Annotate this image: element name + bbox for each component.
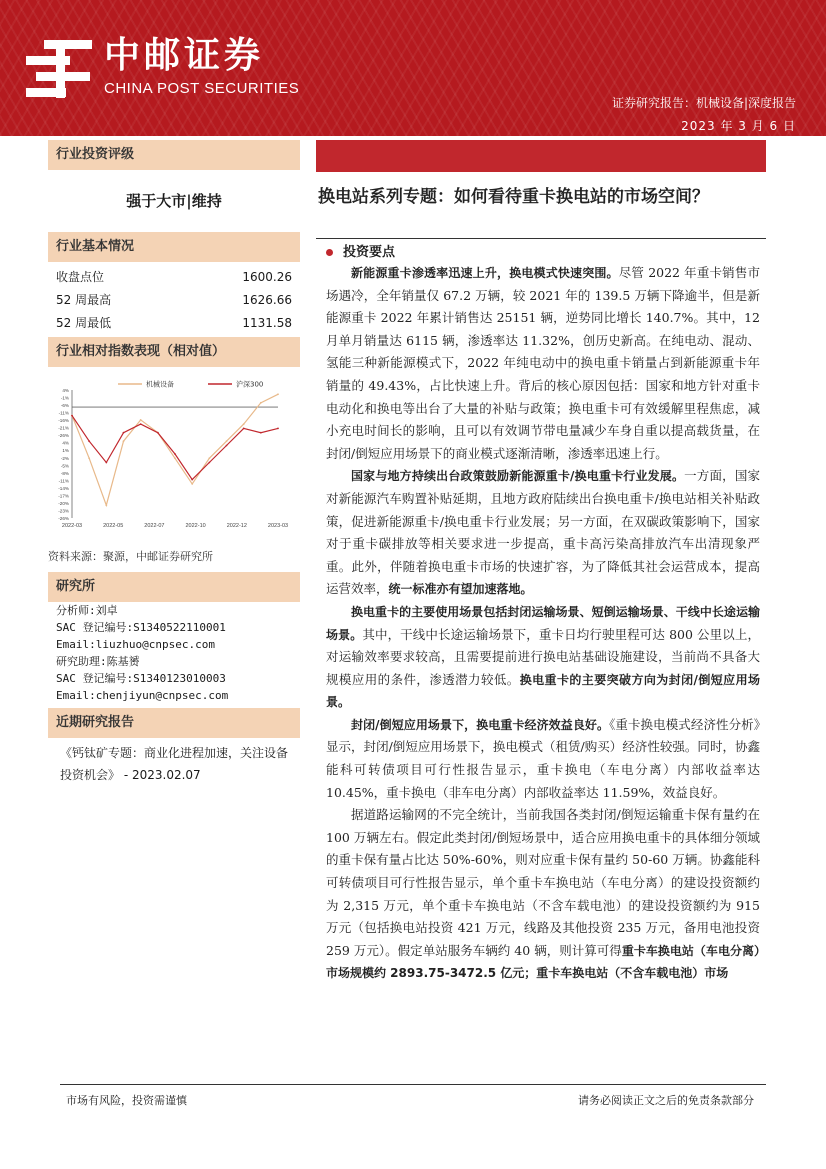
data-point [243,428,245,430]
x-tick-label: 2022-07 [144,523,165,529]
legal-notice: 请务必阅读正文之后的免责条款部分 [578,1094,754,1107]
report-date: 2023 年 3 月 6 日 [681,119,796,133]
y-tick-label: -21% [58,425,69,431]
y-tick-label: -16% [58,418,69,424]
x-tick-label: 2022-03 [61,523,83,529]
paragraph-text: 《重卡换电模式经济性分析》显示，封闭/倒短应用场景下，换电模式（租赁/购买）经济性较强。同时，协鑫能科可转债项目可行性报告显示，重卡换电（车电分离）内部收益率达 10.45%，重卡换电（非车电分离）内部收益率达 11.59%，效益良好。 [326,716,760,800]
basics-heading: 行业基本情况 [48,232,300,262]
paragraph-tail: 统一标准亦有望加速落地。 [388,582,533,597]
section-heading [326,244,395,262]
footer-divider [60,1084,766,1085]
china-post-logo-icon [26,36,98,100]
industry-stats [48,266,300,335]
recent-reports-heading: 近期研究报告 [48,708,300,738]
analyst-line: 研究助理:陈基赟 [56,655,140,668]
x-tick-label: 2023-03 [267,523,289,529]
y-tick-label: -11% [58,410,69,416]
paragraph-text: 一方面，国家对新能源汽车购置补贴延期，且地方政府陆续出台换电重卡/换电站相关补贴政策，促进新能源重卡/换电重卡行业发展；另一方面，在双碳政策影响下，国家对于重卡碳排放等相关要求进一步提高，重卡高污染高排放汽车出清现象严重。此外，伴随着换电重卡市场的快速扩容，为了降低其社会运营成本，提高运营效率， [326,468,760,597]
chart-source: 资料来源：聚源，中邮证券研究所 [48,550,213,563]
rating-heading: 行业投资评级 [48,140,300,170]
industry-rating: 强于大市|维持 [126,192,222,210]
section-heading-text: 投资要点 [343,245,396,260]
stat-value: 1131.58 [242,316,292,330]
legend-label: 机械设备 [146,380,174,389]
y-tick-label: -2% [60,455,69,461]
data-point [123,440,125,442]
x-tick-label: 2022-05 [103,523,124,529]
paragraph [326,804,760,985]
paragraph-tail: 换电重卡的主要突破方向为封闭/倒短应用场景。 [326,672,760,710]
paragraph-text: 其中，干线中长途运输场景下，重卡日均行驶里程可达 800 公里以上，对运输效率要求较高，且需要提前进行换电站基础设施建设，当前尚不具备大规模应用的条件，渗透潜力较低。 [326,626,760,687]
y-tick-label: -5% [60,463,69,469]
y-tick-label: 1% [62,448,69,454]
paragraph [326,714,760,804]
y-tick-label: -20% [58,500,69,506]
paragraph [326,465,760,601]
paragraph-lead: 封闭/倒短应用场景下，换电重卡经济效益良好。 [351,717,610,732]
data-point [277,393,279,395]
data-point [208,462,210,464]
data-point [226,440,228,442]
paragraph-text: 尽管 2022 年重卡销售市场遇冷，全年销量仅 67.2 万辆，较 2021 年的 139.5 万辆下降逾半，但是新能源重卡 2022 年累计销售达 25151 辆，逆势同比增长 140.7%。其中，12 月单月销量达 6115 辆，渗透率达 11.32%，创历史新高。在纯电动、混动、氢能三种新能源模式下，2022 年纯电动中的换电重卡销量占到新能源重卡年销量的 49.43%，占比快速上升。背后的核心原因包括：国家和地方针对重卡电动化和换电等出台了大量的补贴与政策；换电重卡可有效缓解里程焦虑，减小充电时间长的影响，且可以有效调节带电量减少车身自重以提高载货量，在封闭/倒短应用场景下的商业模式逐渐清晰，渗透率迅速上行。 [326,265,760,461]
data-point [88,440,90,442]
stat-value: 1600.26 [242,270,292,284]
bullet-dot-icon [326,249,333,256]
report-title: 换电站系列专题：如何看待重卡换电站的市场空间？ [318,187,709,207]
stat-row [48,289,300,312]
report-type: 证券研究报告：机械设备|深度报告 [611,96,796,110]
legend-label: 沪深300 [236,380,264,389]
data-point [71,415,73,417]
brand-name-cn: 中邮证券 [104,35,265,76]
risk-disclaimer: 市场有风险，投资需谨慎 [66,1094,187,1107]
paragraph-text: 据道路运输网的不完全统计，当前我国各类封闭/倒短运输重卡保有量约在 100 万辆左右。假定此类封闭/倒短场景中，适合应用换电重卡的具体细分领域的重卡保有量占比达 50%-60%，则对应重卡保有量约 50-60 万辆。协鑫能科可转债项目可行性报告显示，单个重卡车换电站（车电分离）的建设投资额约为 2,315 万元，单个重卡车换电站（不含车载电池）的建设投资额约为 915 万元（包括换电站投资 421 万元，线路及其他投资 235 万元，备用电池投资 259 万元）。假定单站服务车辆约 40 辆，则计算可得 [326,807,760,958]
stat-row [48,312,300,335]
data-point [123,432,125,434]
paragraph-lead: 换电重卡的主要使用场景包括封闭运输场景、短倒运输场景、干线中长途运输场景。 [326,604,760,642]
analyst-line[interactable]: Email:liuzhuo@cnpsec.com [56,638,215,651]
paragraph-lead: 新能源重卡渗透率迅速上升，换电模式快速突围。 [351,266,619,280]
y-tick-label: 4% [62,440,69,446]
chart-svg [48,370,300,540]
analyst-line: SAC 登记编号:S1340522110001 [56,621,226,634]
series-line-1 [72,416,278,480]
y-tick-label: -11% [58,478,69,484]
stat-label: 52 周最高 [56,293,112,307]
data-point [174,453,176,455]
analyst-line: 分析师:刘卓 [56,604,118,617]
data-point [105,504,107,506]
page-header [0,0,826,136]
y-tick-label: -14% [58,485,69,491]
recent-report-link[interactable]: 《钙钛矿专题：商业化进程加速，关注设备投资机会》 - 2023.02.07 [60,746,289,782]
y-tick-label: 4% [62,388,69,393]
paragraph-tail: 重卡车换电站（车电分离）市场规模约 2893.75-3472.5 亿元；重卡车换电站（不含车载电池）市场 [326,943,760,981]
analyst-line[interactable]: Email:chenjiyun@cnpsec.com [56,689,229,702]
research-heading: 研究所 [48,572,300,602]
relative-index-chart [48,370,300,540]
y-tick-label: -8% [60,470,69,476]
title-bar [316,140,766,172]
data-point [243,423,245,425]
stat-label: 52 周最低 [56,316,112,330]
data-point [88,457,90,459]
analyst-line: SAC 登记编号:S1340123010003 [56,672,226,685]
data-point [174,457,176,459]
data-point [191,483,193,485]
title-divider [316,238,766,239]
y-tick-label: -6% [60,403,69,409]
report-body [326,262,760,985]
y-tick-label: -1% [60,395,69,401]
paragraph-lead: 国家与地方持续出台政策鼓励新能源重卡/换电重卡行业发展。 [351,469,685,484]
y-tick-label: -23% [58,508,69,514]
series-line-0 [72,394,278,505]
brand-name-en: CHINA POST SECURITIES [104,80,300,97]
performance-heading: 行业相对指数表现（相对值） [48,337,300,367]
y-tick-label: -26% [58,433,69,439]
data-point [260,432,262,434]
data-point [208,457,210,459]
stat-row [48,266,300,289]
stat-label: 收盘点位 [56,270,105,284]
y-tick-label: -17% [58,493,69,499]
data-point [140,423,142,425]
data-point [191,479,193,481]
stat-value: 1626.66 [242,293,292,307]
data-point [260,402,262,404]
y-tick-label: -26% [58,516,69,521]
data-point [105,462,107,464]
x-tick-label: 2022-12 [226,523,247,529]
data-point [140,419,142,421]
paragraph [326,601,760,714]
x-tick-label: 2022-10 [185,523,206,529]
paragraph [326,262,760,465]
data-point [157,432,159,434]
data-point [277,428,279,430]
data-point [226,445,228,447]
analyst-info [56,602,300,704]
